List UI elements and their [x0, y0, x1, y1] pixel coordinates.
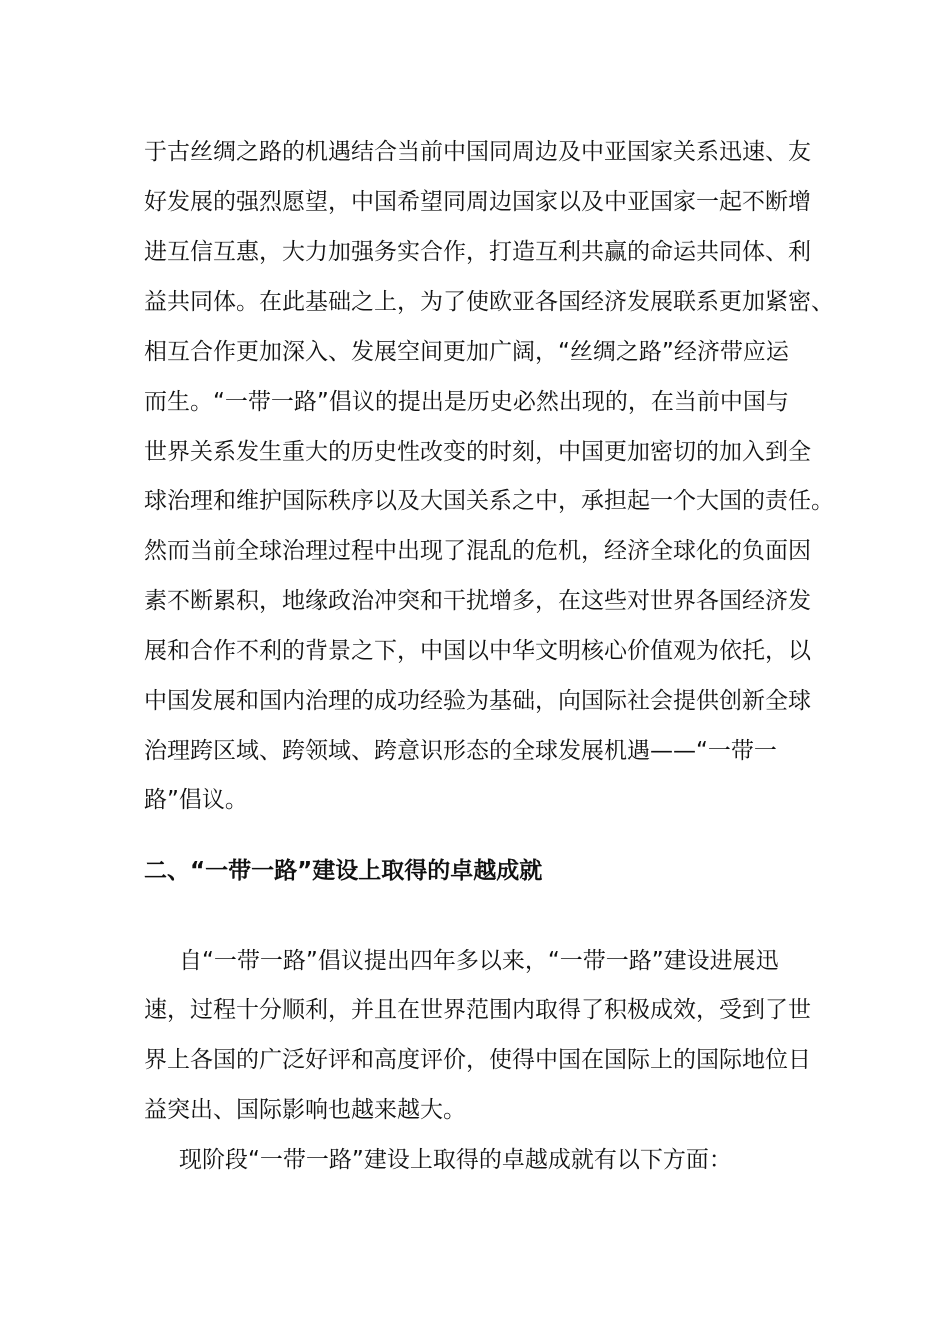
paragraph-line: 素不断累积，地缘政治冲突和干扰增多，在这些对世界各国经济发 [144, 588, 811, 614]
section-heading: 二、“一带一路”建设上取得的卓越成就 [144, 858, 543, 884]
paragraph-line: 展和合作不利的背景之下，中国以中华文明核心价值观为依托，以 [144, 638, 811, 664]
paragraph-line: 益突出、国际影响也越来越大。 [144, 1097, 466, 1123]
paragraph-line: 好发展的强烈愿望，中国希望同周边国家以及中亚国家一起不断增 [144, 189, 811, 215]
paragraph-line: 现阶段“一带一路”建设上取得的卓越成就有以下方面： [179, 1147, 732, 1173]
paragraph-line: 治理跨区域、跨领域、跨意识形态的全球发展机遇——“一带一 [144, 738, 777, 764]
paragraph-line: 路”倡议。 [144, 787, 248, 813]
paragraph-line: 速，过程十分顺利，并且在世界范围内取得了积极成效，受到了世 [144, 997, 811, 1023]
paragraph-line: 而生。“一带一路”倡议的提出是历史必然出现的，在当前中国与 [144, 389, 789, 415]
paragraph-line: 相互合作更加深入、发展空间更加广阔，“丝绸之路”经济带应运 [144, 339, 789, 365]
paragraph-line: 球治理和维护国际秩序以及大国关系之中，承担起一个大国的责任。 [144, 488, 834, 514]
paragraph-line: 于古丝绸之路的机遇结合当前中国同周边及中亚国家关系迅速、友 [144, 139, 811, 165]
paragraph-line: 界上各国的广泛好评和高度评价，使得中国在国际上的国际地位日 [144, 1047, 811, 1073]
paragraph-line: 自“一带一路”倡议提出四年多以来，“一带一路”建设进展迅 [179, 948, 779, 974]
paragraph-line: 中国发展和国内治理的成功经验为基础，向国际社会提供创新全球 [144, 688, 811, 714]
paragraph-line: 然而当前全球治理过程中出现了混乱的危机，经济全球化的负面因 [144, 538, 811, 564]
paragraph-line: 益共同体。在此基础之上，为了使欧亚各国经济发展联系更加紧密、 [144, 289, 834, 315]
paragraph-line: 世界关系发生重大的历史性改变的时刻，中国更加密切的加入到全 [144, 439, 811, 465]
paragraph-line: 进互信互惠，大力加强务实合作，打造互利共赢的命运共同体、利 [144, 239, 811, 265]
